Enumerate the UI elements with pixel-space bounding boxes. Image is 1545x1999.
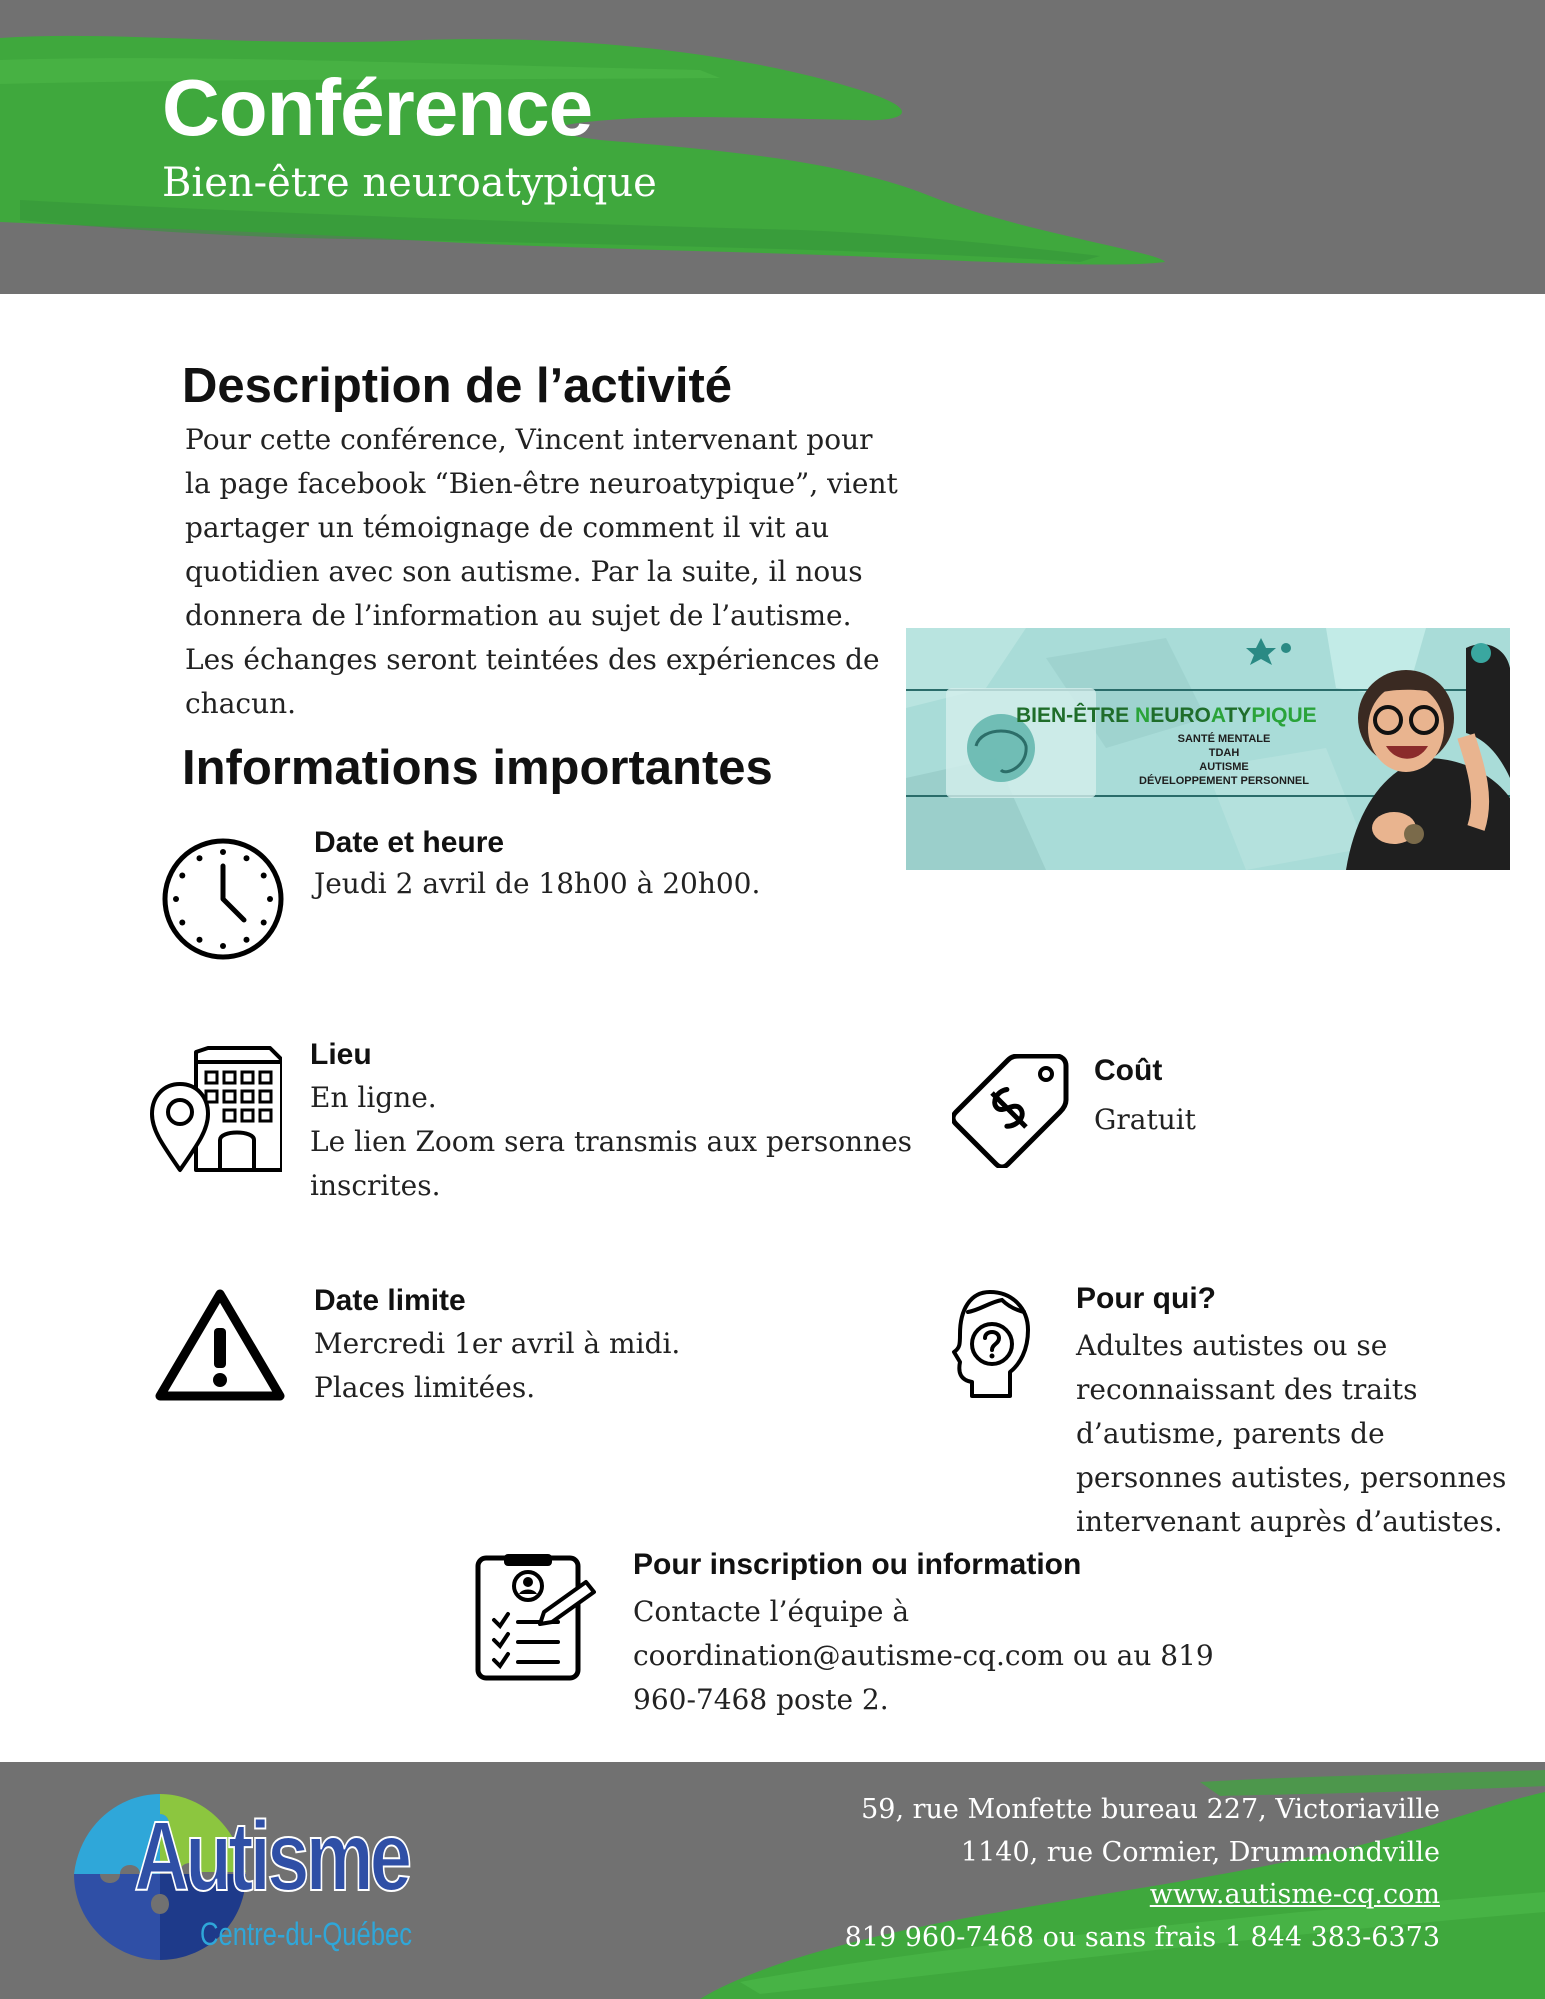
question-head-icon [950, 1288, 1032, 1400]
description-heading: Description de l’activité [182, 359, 733, 413]
description-line: partager un témoignage de comment il vit au [185, 511, 830, 544]
banner-topics: SANTÉ MENTALE TDAH AUTISME DÉVELOPPEMENT PERSONNEL [1139, 733, 1309, 787]
autisme-logo[interactable] [60, 1784, 480, 1964]
building-location-icon [150, 1044, 282, 1174]
logo-wordmark: Autisme [134, 1801, 409, 1911]
description-line: donnera de l’information au sujet de l’autisme. [185, 599, 852, 632]
date-label: Date et heure [314, 826, 505, 859]
clock-icon [160, 836, 286, 962]
description-text [185, 418, 898, 726]
footer [0, 1762, 1545, 1999]
date-value: Jeudi 2 avril de 18h00 à 20h00. [314, 867, 761, 900]
location-value: En ligne. Le lien Zoom sera transmis aux personnes inscrites. [310, 1081, 913, 1202]
cost-label: Coût [1094, 1054, 1163, 1087]
deadline-value: Mercredi 1er avril à midi. Places limitées. [314, 1327, 681, 1404]
page-subtitle: Bien-être neuroatypique [162, 160, 657, 206]
audience-label: Pour qui? [1076, 1282, 1216, 1315]
registration-label: Pour inscription ou information [633, 1548, 1082, 1581]
info-heading: Informations importantes [182, 741, 773, 795]
page-title: Conférence [162, 63, 593, 152]
price-tag-icon [952, 1054, 1070, 1168]
description-line: chacun. [185, 687, 297, 720]
description-line: la page facebook “Bien-être neuroatypique”, vient [185, 467, 898, 500]
warning-icon [154, 1288, 286, 1404]
logo-subtitle: Centre-du-Québec [200, 1916, 413, 1952]
registration-value: Contacte l’équipe à coordination@autisme-cq.com ou au 819 960-7468 poste 2. [633, 1595, 1214, 1716]
audience-value: Adultes autistes ou se reconnaissant des traits d’autisme, parents de personnes autistes, personnes intervenant auprès d’autistes. [1076, 1329, 1507, 1538]
description-line: quotidien avec son autisme. Par la suite, il nous [185, 555, 863, 588]
description-line: Pour cette conférence, Vincent intervenant pour [185, 423, 873, 456]
location-label: Lieu [310, 1038, 372, 1071]
footer-website-link[interactable]: www.autisme-cq.com [1149, 1879, 1440, 1910]
description-line: Les échanges seront teintées des expériences de [185, 643, 880, 676]
header-banner [0, 0, 1545, 294]
cost-value: Gratuit [1094, 1103, 1196, 1136]
footer-address-victoriaville: 59, rue Monfette bureau 227, Victoriaville [861, 1794, 1440, 1825]
deadline-label: Date limite [314, 1284, 466, 1317]
footer-phone: 819 960-7468 ou sans frais 1 844 383-6373 [844, 1922, 1440, 1953]
event-banner-image [906, 628, 1510, 870]
clipboard-checklist-icon [474, 1552, 596, 1682]
banner-title: BIEN-ÊTRE NEUROATYPIQUE [1016, 704, 1317, 727]
footer-address-drummondville: 1140, rue Cormier, Drummondville [960, 1837, 1440, 1868]
